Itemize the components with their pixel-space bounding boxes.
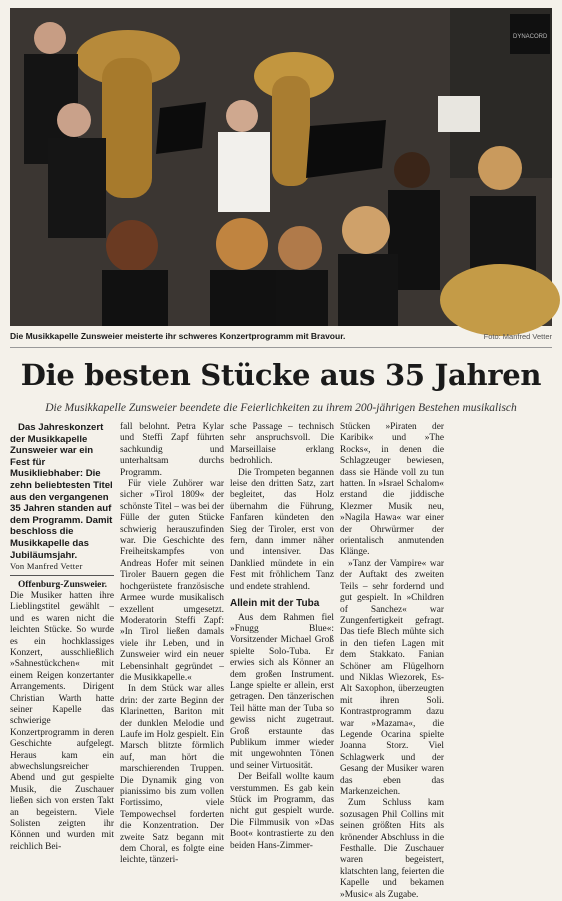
article-columns bbox=[10, 422, 552, 900]
body-paragraph: Der Beifall wollte kaum verstummen. Es gab kein Stück im Programm, das nicht gut gespielt wurde. Die Filmmusik von »Das Boot« kontrastierte zu den beiden Hans-Zimmer- bbox=[230, 772, 334, 851]
concert-photo bbox=[10, 8, 552, 326]
column-1 bbox=[10, 422, 114, 852]
caption-text: Die Musikkapelle Zunsweier meisterte ihr schweres Konzertprogramm mit Bravour. bbox=[10, 331, 346, 341]
photo-caption bbox=[10, 328, 552, 344]
body-paragraph: In dem Stück war alles drin: der zarte Beginn der Klarinetten, Bariton mit der dunklen Melodie und Laufe im Holz gespielt. Ein Marsch blitzte förmlich auf, man hört die marschierenden Truppen. Die Dynamik ging von pianissimo bis zum vollen Fortissimo, viele Tempowechsel forderten die Konzentration. Der zweite Satz begann mit dem Choral, es folgte eine leichte, tänzeri- bbox=[120, 684, 224, 866]
concert-photo-illustration bbox=[10, 8, 552, 326]
body-paragraph: Stücken »Piraten der Karibik« und »The Rocks«, in denen die Schlagzeuger bewiesen, dass sie Hände voll zu tun hatten. In »Israel Schalom« erstand die jiddische Klezmer Musik neu, »Nagila Hawa« war einer der Ohrwürmer der orientalisch anmutenden Klänge. bbox=[340, 422, 444, 558]
body-text: Die Musiker hatten ihre Lieblingstitel gewählt – und es waren nicht die leichten Stücke. So wurde es ein hochklassiges Konzert, ausschließlich »Sahnestückchen« mit einem Reigen konzertanter Arrangements. Dirigent Christian Warth hatte seiner Kapelle das schwierige Konzertprogramm in deren Geschichte aufgelegt. Heraus kam ein abwechslungsreicher Abend und gut gespielte Musik, die Zuschauer ließen sich von ersten Takt an begeistern. Viele Solisten zeigten ihr Können und wurden mit reichlich Bei- bbox=[10, 590, 114, 852]
section-subtitle: Allein mit der Tuba bbox=[230, 598, 320, 610]
column-2 bbox=[120, 422, 224, 866]
body-paragraph: Zum Schluss kam sozusagen Phil Collins mit seinen größten Hits als krönender Abschluss in die Festhalle. Die Zuschauer waren begeistert, klatschten lang, feierten die Kapelle und bekamen »Music« als Zugabe. bbox=[340, 798, 444, 900]
subheadline: Die Musikkapelle Zunsweier beendete die Feierlichkeiten zu ihrem 200-jährigen Bestehen musikalisch bbox=[45, 402, 517, 414]
body-paragraph: Die Trompeten begannen leise den dritten Satz, zart begleitet, das Holz übernahm die Führung, Fanfaren kündeten den Sieg der Tiroler, erst von fern, dann immer näher und intensiver. Das Danklied mündete in ein Fest mit fröhlichem Tanz und endete strahlend. bbox=[230, 467, 334, 592]
body-paragraph: Aus dem Rahmen fiel »Fnugg Blue«: Vorsitzender Michael Groß spielte Solo-Tuba. Er erwies sich als Könner an dem großen Instrument. Lange spielte er allein, erst getragen. Den tänzerischen Teil hätte man der Tuba so gewiss nicht zugetraut. Groß erstaunte das Publikum immer wieder mit ungewohnten Tönen und seiner Virtuosität. bbox=[230, 612, 334, 771]
body-paragraph: fall belohnt. Petra Kylar und Steffi Zapf führten sachkundig und unterhaltsam durchs Programm. bbox=[120, 422, 224, 478]
body-paragraph: Für viele Zuhörer war sicher »Tirol 1809« der schönste Titel – was bei der Fülle der guten Stücke schwierig herauszufinden war. Die Geschichte des Freiheitskampfes von Andreas Hofer mit seinen Tiroler Bauern gegen die hochgerüstete französische Armee wurde musikalisch exzellent umgesetzt. Moderatorin Steffi Zapf: »In Tirol ließen damals viele ihr Leben, und in Zunsweier wird ein neuer Lebensinhalt gegründet – die Musikkapelle.« bbox=[120, 479, 224, 683]
divider bbox=[10, 347, 552, 348]
body-paragraph: »Tanz der Vampire« war der Auftakt des zweiten Teils – sehr fordernd und gut gespielt. In »Children of Sanchez« war Zungenfertigkeit gefragt. Das tiefe Blech mühte sich in den tiefen Lagen mit dem Stakkato. Fanian Schöner am Flügelhorn und Niklas Wiezorek, Es-Alt Saxophon, überzeugten mit ihren Soli. Kontrastprogramm dazu war »Mazama«, die Legende Ocarina spielte Joanna Storz. Viel Schlagwerk und der Gesang der Musiker waren das eben das Markenzeichen. bbox=[340, 558, 444, 797]
body-paragraph: sche Passage – technisch sehr anspruchsvoll. Die Marseillaise erklang bedrohlich. bbox=[230, 422, 334, 467]
body-paragraph bbox=[10, 580, 114, 854]
byline: Von Manfred Vetter bbox=[10, 561, 114, 575]
column-3 bbox=[230, 422, 334, 851]
banner-text: DYNACORD bbox=[513, 34, 548, 40]
lead-paragraph: Das Jahreskonzert der Musikkapelle Zunsweier war ein Fest für Musikliebhaber: Die zehn beliebtesten Titel aus den vergangenen 35 Jahren standen auf dem Programm. Damit beschloss die Musikkapelle das Jubiläumsjahr. bbox=[10, 422, 113, 561]
dateline: Offenburg-Zunsweier. bbox=[18, 579, 107, 590]
photo-credit: Foto: Manfred Vetter bbox=[483, 331, 552, 341]
headline: Die besten Stücke aus 35 Jahren bbox=[20, 358, 542, 392]
column-4 bbox=[340, 422, 444, 900]
